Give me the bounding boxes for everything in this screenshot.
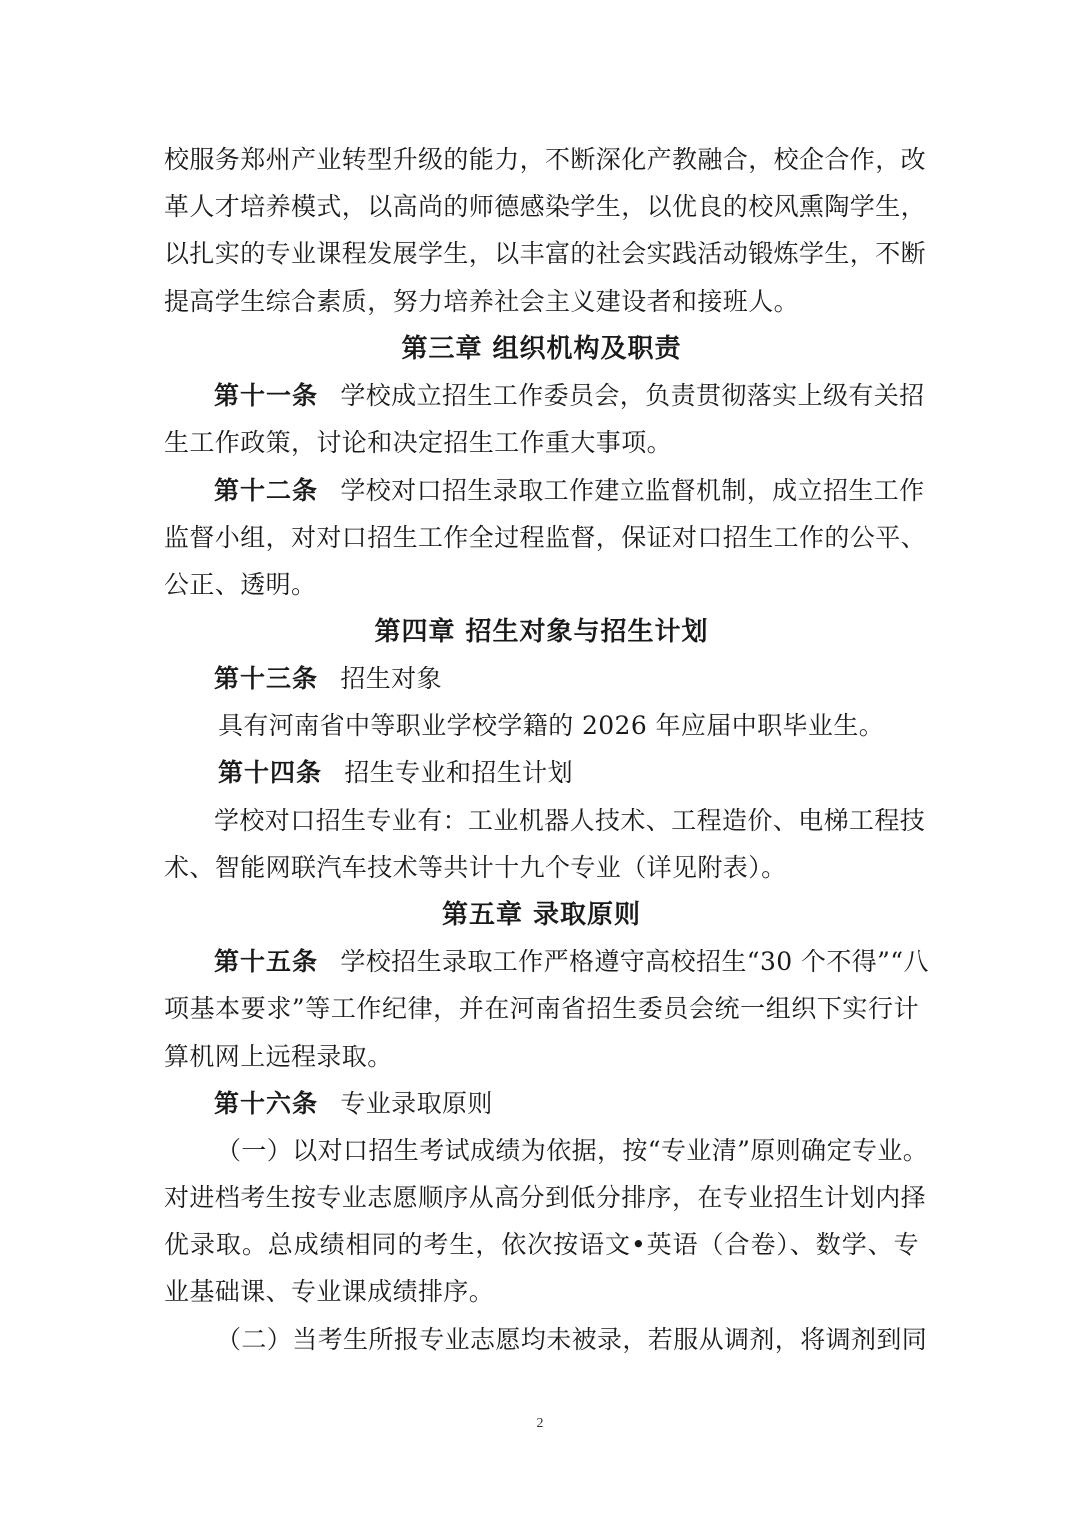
- paragraph-line: 对进档考生按专业志愿顺序从高分到低分排序，在专业招生计划内择: [164, 1183, 927, 1212]
- chapter-heading: 第四章 招生对象与招生计划: [374, 617, 709, 647]
- paragraph-line: 项基本要求”等工作纪律，并在河南省招生委员会统一组织下实行计: [164, 994, 919, 1023]
- paragraph-line: 公正、透明。: [164, 570, 317, 599]
- paragraph-line: 学校对口招生专业有：工业机器人技术、工程造价、电梯工程技: [214, 806, 926, 835]
- chapter-heading: 第五章 录取原则: [441, 900, 642, 930]
- article-text: 学校对口招生录取工作建立监督机制，成立招生工作: [340, 476, 925, 505]
- article-label: 第十二条: [214, 476, 319, 505]
- article-label: 第十三条: [214, 664, 319, 693]
- paragraph-line: 术、智能网联汽车技术等共计十九个专业（详见附表）。: [164, 853, 787, 882]
- paragraph-line: 提高学生综合素质，努力培养社会主义建设者和接班人。: [164, 287, 800, 316]
- paragraph-line: 算机网上远程录取。: [164, 1042, 393, 1071]
- paragraph-line: 革人才培养模式，以高尚的师德感染学生，以优良的校风熏陶学生，: [164, 192, 927, 221]
- paragraph-line: 具有河南省中等职业学校学籍的 2026 年应届中职毕业生。: [218, 711, 885, 740]
- paragraph-line: 监督小组，对对口招生工作全过程监督，保证对口招生工作的公平、: [164, 523, 927, 552]
- page-number: 2: [536, 1416, 544, 1431]
- article-text: 学校成立招生工作委员会，负责贯彻落实上级有关招: [340, 381, 925, 410]
- paragraph-line: （二）当考生所报专业志愿均未被录，若服从调剂，将调剂到同: [216, 1325, 928, 1354]
- article-label: 第十一条: [214, 381, 319, 410]
- article-label: 第十四条: [218, 758, 323, 787]
- article-text: 招生对象: [340, 664, 442, 693]
- article-line: [214, 1080, 493, 1128]
- paragraph-line: 校服务郑州产业转型升级的能力，不断深化产教融合，校企合作，改: [164, 145, 927, 174]
- article-text: 专业录取原则: [340, 1089, 493, 1118]
- article-text: 学校招生录取工作严格遵守高校招生“30 个不得”“八: [340, 947, 929, 976]
- article-line: [214, 467, 925, 515]
- article-line: [214, 372, 925, 420]
- paragraph-line: 优录取。总成绩相同的考生，依次按语文•英语（合卷）、数学、专: [164, 1230, 919, 1259]
- chapter-heading: 第三章 组织机构及职责: [401, 334, 682, 364]
- paragraph-line: （一）以对口招生考试成绩为依据，按“专业清”原则确定专业。: [216, 1136, 929, 1165]
- article-text: 招生专业和招生计划: [344, 758, 573, 787]
- paragraph-line: 业基础课、专业课成绩排序。: [164, 1277, 495, 1306]
- paragraph-line: 生工作政策，讨论和决定招生工作重大事项。: [164, 428, 673, 457]
- article-line: [214, 655, 442, 703]
- paragraph-line: 以扎实的专业课程发展学生，以丰富的社会实践活动锻炼学生，不断: [164, 239, 927, 268]
- article-label: 第十五条: [214, 947, 319, 976]
- article-line: [218, 749, 573, 797]
- article-line: [214, 938, 929, 986]
- article-label: 第十六条: [214, 1089, 319, 1118]
